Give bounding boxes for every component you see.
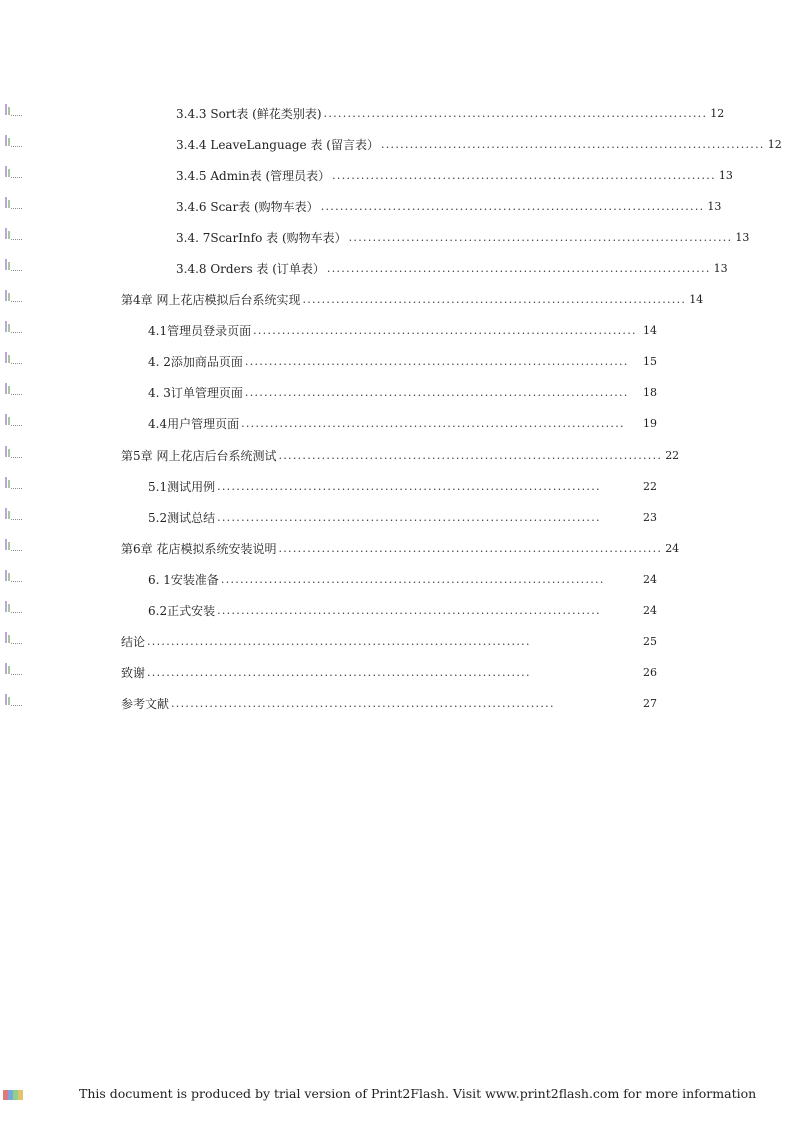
toc-entry-label: 3.4. 7ScarInfo 表 (购物车表） bbox=[176, 231, 347, 245]
toc-entry-line bbox=[121, 537, 680, 557]
toc-entry-label: 5.2测试总结 bbox=[148, 511, 216, 525]
page-marker-icon bbox=[3, 166, 23, 180]
dot-leader: ................................................................................ bbox=[278, 449, 663, 462]
toc-entry-6-1[interactable] bbox=[0, 568, 794, 588]
dot-leader: ................................................................................ bbox=[326, 262, 711, 275]
toc-page-number: 18 bbox=[643, 386, 657, 399]
page-marker-icon bbox=[3, 228, 23, 242]
dot-leader: ................................................................................ bbox=[323, 107, 708, 120]
dot-leader: ................................................................................ bbox=[241, 417, 625, 430]
toc-page-number: 13 bbox=[718, 169, 733, 182]
dot-leader: ................................................................................ bbox=[278, 542, 663, 555]
toc-entry-line bbox=[176, 102, 725, 122]
dot-leader: ................................................................................ bbox=[217, 511, 601, 524]
toc-page-number: 13 bbox=[735, 231, 750, 244]
toc-entry-line bbox=[121, 288, 704, 308]
toc-entry-label: 6.2正式安装 bbox=[148, 604, 216, 618]
toc-entry-5-1[interactable] bbox=[0, 475, 794, 495]
toc-entry-4-1[interactable] bbox=[0, 319, 794, 339]
toc-page-number: 24 bbox=[643, 604, 657, 617]
toc-entry-line bbox=[148, 568, 657, 588]
toc-entry-line bbox=[121, 444, 680, 464]
dot-leader: ................................................................................ bbox=[253, 324, 637, 337]
dot-leader: ................................................................................ bbox=[244, 355, 629, 368]
toc-entry-label: 4.4用户管理页面 bbox=[148, 417, 240, 431]
toc-page-number: 13 bbox=[713, 262, 728, 275]
page-marker-icon bbox=[3, 632, 23, 646]
page-marker-icon bbox=[3, 135, 23, 149]
toc-entry-line bbox=[148, 412, 657, 432]
page-marker-icon bbox=[3, 570, 23, 584]
page-marker-icon bbox=[3, 290, 23, 304]
toc-entry-references[interactable] bbox=[0, 692, 794, 712]
toc-page-number: 19 bbox=[643, 417, 657, 430]
toc-entry-line bbox=[148, 599, 657, 619]
toc-page-number: 27 bbox=[643, 697, 657, 710]
toc-entry-5-2[interactable] bbox=[0, 506, 794, 526]
toc-entry-3-4-7[interactable] bbox=[0, 226, 794, 246]
toc-entry-label: 3.4.3 Sort表 (鲜花类别表) bbox=[176, 107, 322, 121]
toc-page-number: 14 bbox=[689, 293, 704, 306]
page-marker-icon bbox=[3, 663, 23, 677]
toc-entry-label: 3.4.8 Orders 表 (订单表） bbox=[176, 262, 325, 276]
toc-page-number: 15 bbox=[643, 355, 657, 368]
dot-leader: ................................................................................ bbox=[217, 604, 601, 617]
page-marker-icon bbox=[3, 601, 23, 615]
toc-entry-3-4-4[interactable] bbox=[0, 133, 794, 153]
toc-entry-label: 3.4.6 Scar表 (购物车表） bbox=[176, 200, 319, 214]
toc-entry-line bbox=[121, 661, 657, 681]
toc-page-number: 13 bbox=[707, 200, 722, 213]
page-marker-icon bbox=[3, 259, 23, 273]
dot-leader: ................................................................................ bbox=[147, 666, 531, 679]
dot-leader: ................................................................................ bbox=[244, 386, 629, 399]
dot-leader: ................................................................................ bbox=[217, 480, 601, 493]
toc-page-number: 25 bbox=[643, 635, 657, 648]
toc-entry-line bbox=[121, 692, 657, 712]
toc-page-number: 23 bbox=[643, 511, 657, 524]
toc-entry-3-4-5[interactable] bbox=[0, 164, 794, 184]
page-marker-icon bbox=[3, 104, 23, 118]
dot-leader: ................................................................................ bbox=[220, 573, 605, 586]
toc-entry-label: 致谢 bbox=[121, 666, 146, 680]
toc-entry-label: 4.1管理员登录页面 bbox=[148, 324, 252, 338]
toc-entry-3-4-8[interactable] bbox=[0, 257, 794, 277]
print2flash-logo-icon bbox=[3, 1090, 23, 1100]
dot-leader: ................................................................................ bbox=[171, 697, 555, 710]
toc-page-number: 14 bbox=[643, 324, 657, 337]
toc-entry-label: 结论 bbox=[121, 635, 146, 649]
toc-entry-label: 第6章 花店模拟系统安装说明 bbox=[121, 542, 277, 556]
toc-entry-chapter-6[interactable] bbox=[0, 537, 794, 557]
dot-leader: ................................................................................ bbox=[380, 138, 765, 151]
toc-page-number: 24 bbox=[643, 573, 657, 586]
toc-entry-line bbox=[148, 506, 657, 526]
dot-leader: ................................................................................ bbox=[320, 200, 705, 213]
logo-segment bbox=[18, 1090, 23, 1100]
page-marker-icon bbox=[3, 694, 23, 708]
toc-page-number: 24 bbox=[665, 542, 680, 555]
toc-entry-4-3[interactable] bbox=[0, 381, 794, 401]
toc-entry-line bbox=[148, 319, 657, 339]
toc-entry-label: 第5章 网上花店后台系统测试 bbox=[121, 449, 277, 463]
toc-entry-label: 3.4.4 LeaveLanguage 表 (留言表） bbox=[176, 138, 379, 152]
toc-entry-4-2[interactable] bbox=[0, 350, 794, 370]
toc-entry-line bbox=[176, 195, 722, 215]
toc-entry-conclusion[interactable] bbox=[0, 630, 794, 650]
toc-entry-line bbox=[148, 381, 657, 401]
toc-entry-label: 5.1测试用例 bbox=[148, 480, 216, 494]
page-marker-icon bbox=[3, 321, 23, 335]
footer-notice-text: This document is produced by trial version of Print2Flash. Visit www.print2flash.com for more information bbox=[79, 1086, 757, 1101]
toc-page-number: 12 bbox=[710, 107, 725, 120]
toc-entry-chapter-4[interactable] bbox=[0, 288, 794, 308]
dot-leader: ................................................................................ bbox=[348, 231, 733, 244]
toc-entry-chapter-5[interactable] bbox=[0, 444, 794, 464]
toc-page-number: 22 bbox=[643, 480, 657, 493]
toc-entry-label: 4. 3订单管理页面 bbox=[148, 386, 243, 400]
toc-entry-line bbox=[176, 133, 782, 153]
page-marker-icon bbox=[3, 383, 23, 397]
toc-entry-acknowledgements[interactable] bbox=[0, 661, 794, 681]
toc-page-number: 22 bbox=[665, 449, 680, 462]
page-marker-icon bbox=[3, 352, 23, 366]
toc-entry-6-2[interactable] bbox=[0, 599, 794, 619]
page-marker-icon bbox=[3, 446, 23, 460]
toc-entry-3-4-6[interactable] bbox=[0, 195, 794, 215]
toc-page-number: 12 bbox=[767, 138, 782, 151]
toc-entry-line bbox=[176, 226, 750, 246]
toc-entry-line bbox=[148, 350, 657, 370]
page-marker-icon bbox=[3, 539, 23, 553]
toc-entry-label: 3.4.5 Admin表 (管理员表） bbox=[176, 169, 331, 183]
toc-entry-4-4[interactable] bbox=[0, 412, 794, 432]
toc-entry-label: 第4章 网上花店模拟后台系统实现 bbox=[121, 293, 301, 307]
dot-leader: ................................................................................ bbox=[302, 293, 687, 306]
toc-page-number: 26 bbox=[643, 666, 657, 679]
toc-entry-line bbox=[148, 475, 657, 495]
page-marker-icon bbox=[3, 197, 23, 211]
toc-entry-line bbox=[176, 257, 728, 277]
toc-entry-label: 4. 2添加商品页面 bbox=[148, 355, 243, 369]
toc-entry-label: 6. 1安装准备 bbox=[148, 573, 219, 587]
page-marker-icon bbox=[3, 508, 23, 522]
toc-entry-label: 参考文献 bbox=[121, 697, 170, 711]
toc-entry-line bbox=[121, 630, 657, 650]
toc-entry-line bbox=[176, 164, 733, 184]
page-marker-icon bbox=[3, 414, 23, 428]
page-marker-icon bbox=[3, 477, 23, 491]
trial-watermark-footer bbox=[0, 1084, 794, 1106]
toc-entry-3-4-3[interactable] bbox=[0, 102, 794, 122]
dot-leader: ................................................................................ bbox=[332, 169, 716, 182]
dot-leader: ................................................................................ bbox=[147, 635, 531, 648]
